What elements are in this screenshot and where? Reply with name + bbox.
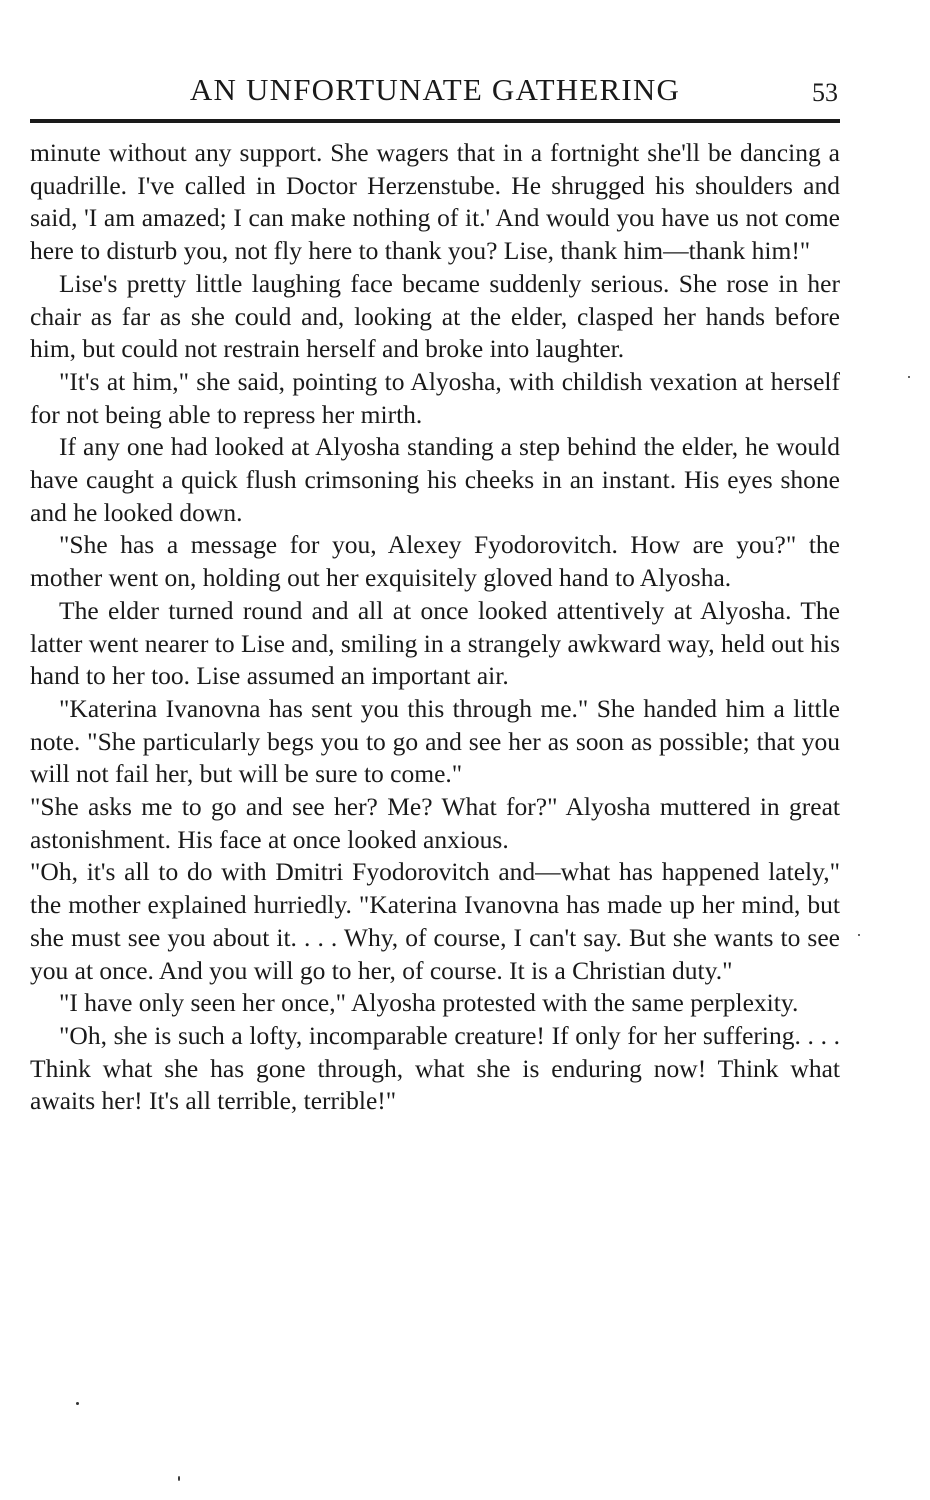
- body-text: [30, 137, 840, 1118]
- paragraph: "Oh, she is such a lofty, incomparable creature! If only for her suffering. . . . Think what she has gone through, what she is enduring now! Think what awaits her! It's all terrible, terrible!": [30, 1020, 840, 1116]
- paragraph: "She has a message for you, Alexey Fyodorovitch. How are you?" the mother went on, holding out her exquisitely gloved hand to Alyosha.: [30, 530, 840, 593]
- ink-speck: [908, 376, 910, 378]
- paragraph: Lise's pretty little laughing face became suddenly serious. She rose in her chair as far as she could and, looking at the elder, clasped her hands before him, but could not restrain herself and broke into laughter.: [30, 268, 840, 364]
- ink-speck: [858, 934, 860, 936]
- header-rule: [30, 119, 840, 123]
- paragraph: If any one had looked at Alyosha standing a step behind the elder, he would have caught a quick flush crimsoning his cheeks in an instant. His eyes shone and he looked down.: [30, 432, 840, 527]
- ink-speck: [178, 1476, 180, 1481]
- paragraph: "Oh, it's all to do with Dmitri Fyodorovitch and—what has happened lately," the mother explained hurriedly. "Katerina Ivanovna has made up her mind, but she must see you about it. . . . Why, of course, I can't say. But she wants to see you at once. And you will go to her, of course. It is a Christian duty.": [30, 857, 840, 985]
- running-title: AN UNFORTUNATE GATHERING: [189, 72, 681, 107]
- ink-speck: [76, 1402, 79, 1405]
- paragraph: "Katerina Ivanovna has sent you this through me." She handed him a little note. "She particularly begs you to go and see her as soon as possible; that you will not fail her, but will be sure to come.": [30, 693, 840, 789]
- page-number: 53: [812, 78, 838, 107]
- paragraph: The elder turned round and all at once looked attentively at Alyosha. The latter went nearer to Lise and, smiling in a strangely awkward way, held out his hand to her too. Lise assumed an important air.: [30, 595, 840, 691]
- running-head: [30, 70, 840, 110]
- paragraph: minute without any support. She wagers that in a fortnight she'll be dancing a quadrille. I've called in Doctor Herzenstube. He shrugged his shoulders and said, 'I am amazed; I can make nothing of it.' And would you have us not come here to disturb you, not fly here to thank you? Lise, thank him—thank him!": [30, 138, 840, 266]
- paragraph: "It's at him," she said, pointing to Alyosha, with childish vexation at herself for not being able to repress her mirth.: [30, 366, 840, 429]
- paragraph: "I have only seen her once," Alyosha protested with the same perplexity.: [59, 988, 799, 1018]
- paragraph: "She asks me to go and see her? Me? What for?" Alyosha muttered in great astonishment. His face at once looked anxious.: [30, 792, 840, 854]
